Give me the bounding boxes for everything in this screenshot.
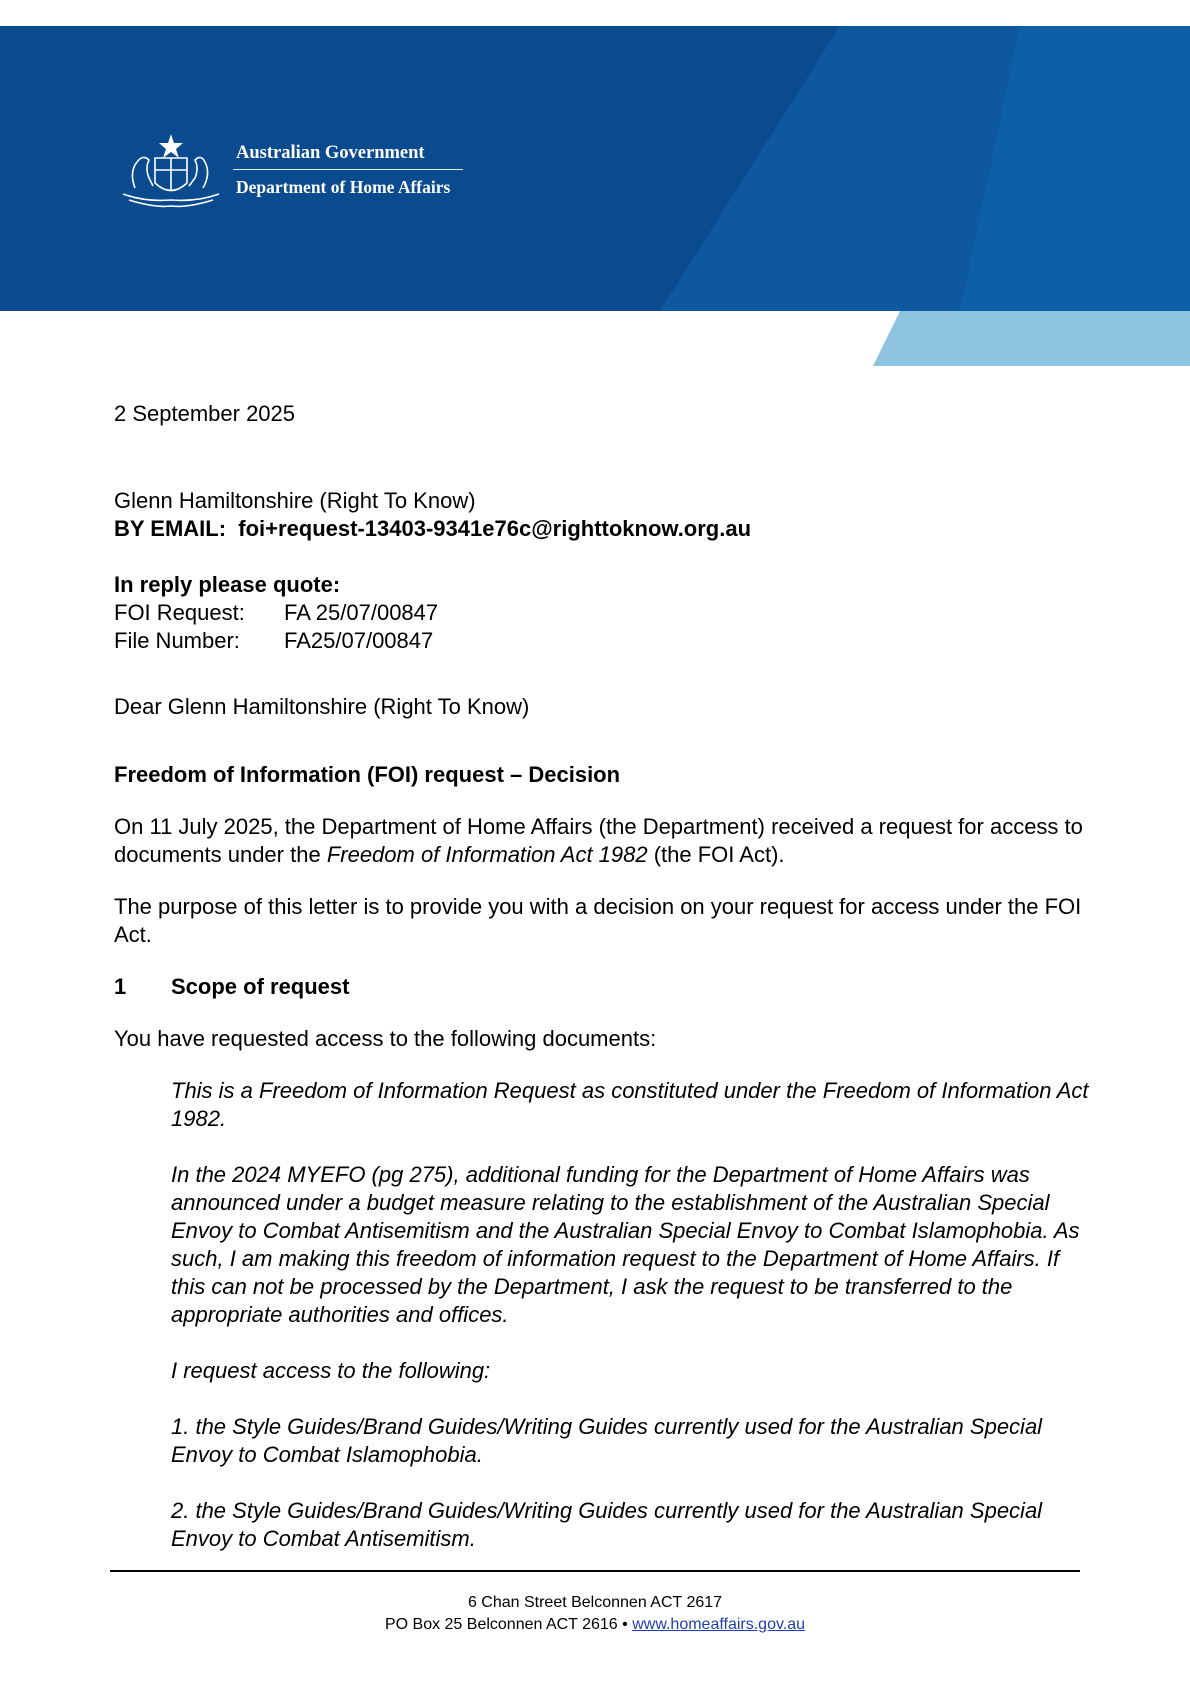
quote-item-1: 1. the Style Guides/Brand Guides/Writing Guides currently used for the Australian Special Envoy to Combat Islamophobia. xyxy=(171,1414,1043,1467)
quote-paragraph-2: In the 2024 MYEFO (pg 275), additional funding for the Department of Home Affairs was announced under a budget measure relating to the establishment of the Australian Special Envoy to Combat Antisemitism and the Australian Special Envoy to Combat Islamophobia. As such, I am making this freedom of information request to the Department of Home Affairs. If this can not be processed by the Department, I ask the request to be transferred to the appropriate authorities and offices. xyxy=(171,1162,1080,1327)
paragraph-1-text-b: (the FOI Act). xyxy=(647,842,785,867)
letter-title: Freedom of Information (FOI) request – Decision xyxy=(114,762,621,787)
agency-name-line1: Australian Government xyxy=(236,142,425,163)
agency-name-line2: Department of Home Affairs xyxy=(236,176,451,197)
quote-paragraph-3: I request access to the following: xyxy=(171,1358,491,1383)
file-number-label: File Number: xyxy=(114,628,240,653)
section-number: 1 xyxy=(114,974,127,999)
footer xyxy=(0,1592,1190,1636)
file-number-row xyxy=(114,627,1089,655)
recipient-email-line xyxy=(114,515,1089,543)
paragraph-2: The purpose of this letter is to provide you with a decision on your request for access under the FOI Act. xyxy=(114,894,1082,947)
foi-act-name: Freedom of Information Act 1982 xyxy=(326,842,648,867)
file-number-value: FA25/07/00847 xyxy=(284,628,434,653)
reply-heading: In reply please quote: xyxy=(114,572,341,597)
recipient-email: foi+request-13403-9341e76c@righttoknow.org.au xyxy=(238,516,752,541)
footer-postal-address: PO Box 25 Belconnen ACT 2616 • xyxy=(384,1616,633,1633)
section-heading xyxy=(114,973,1089,1001)
footer-postal-line xyxy=(0,1614,1190,1636)
logo-divider xyxy=(233,169,463,170)
website-link[interactable]: www.homeaffairs.gov.au xyxy=(632,1616,806,1633)
section-title: Scope of request xyxy=(171,974,350,999)
letter-date: 2 September 2025 xyxy=(114,401,296,426)
email-label: BY EMAIL: xyxy=(114,516,227,541)
coat-of-arms-icon xyxy=(115,128,227,212)
letter-body xyxy=(114,400,1089,1553)
recipient-name: Glenn Hamiltonshire (Right To Know) xyxy=(114,488,476,513)
foi-request-label: FOI Request: xyxy=(114,600,245,625)
agency-logo xyxy=(115,128,463,212)
footer-divider xyxy=(110,1570,1080,1572)
page-top-margin xyxy=(0,0,1190,26)
paragraph-1 xyxy=(114,813,1089,869)
foi-request-row xyxy=(114,599,1089,627)
paragraph-1-text-a: On 11 July 2025, the Department of Home Affairs (the Department) received a request for access to documents under the xyxy=(114,814,1083,867)
request-quote xyxy=(171,1077,1089,1553)
quote-item-2: 2. the Style Guides/Brand Guides/Writing Guides currently used for the Australian Special Envoy to Combat Antisemitism. xyxy=(171,1498,1043,1551)
quote-paragraph-1: This is a Freedom of Information Request as constituted under the Freedom of Information Act 1982. xyxy=(171,1078,1089,1131)
foi-request-value: FA 25/07/00847 xyxy=(284,600,439,625)
salutation: Dear Glenn Hamiltonshire (Right To Know) xyxy=(114,694,530,719)
requested-intro: You have requested access to the following documents: xyxy=(114,1026,657,1051)
footer-street-address: 6 Chan Street Belconnen ACT 2617 xyxy=(467,1594,723,1611)
